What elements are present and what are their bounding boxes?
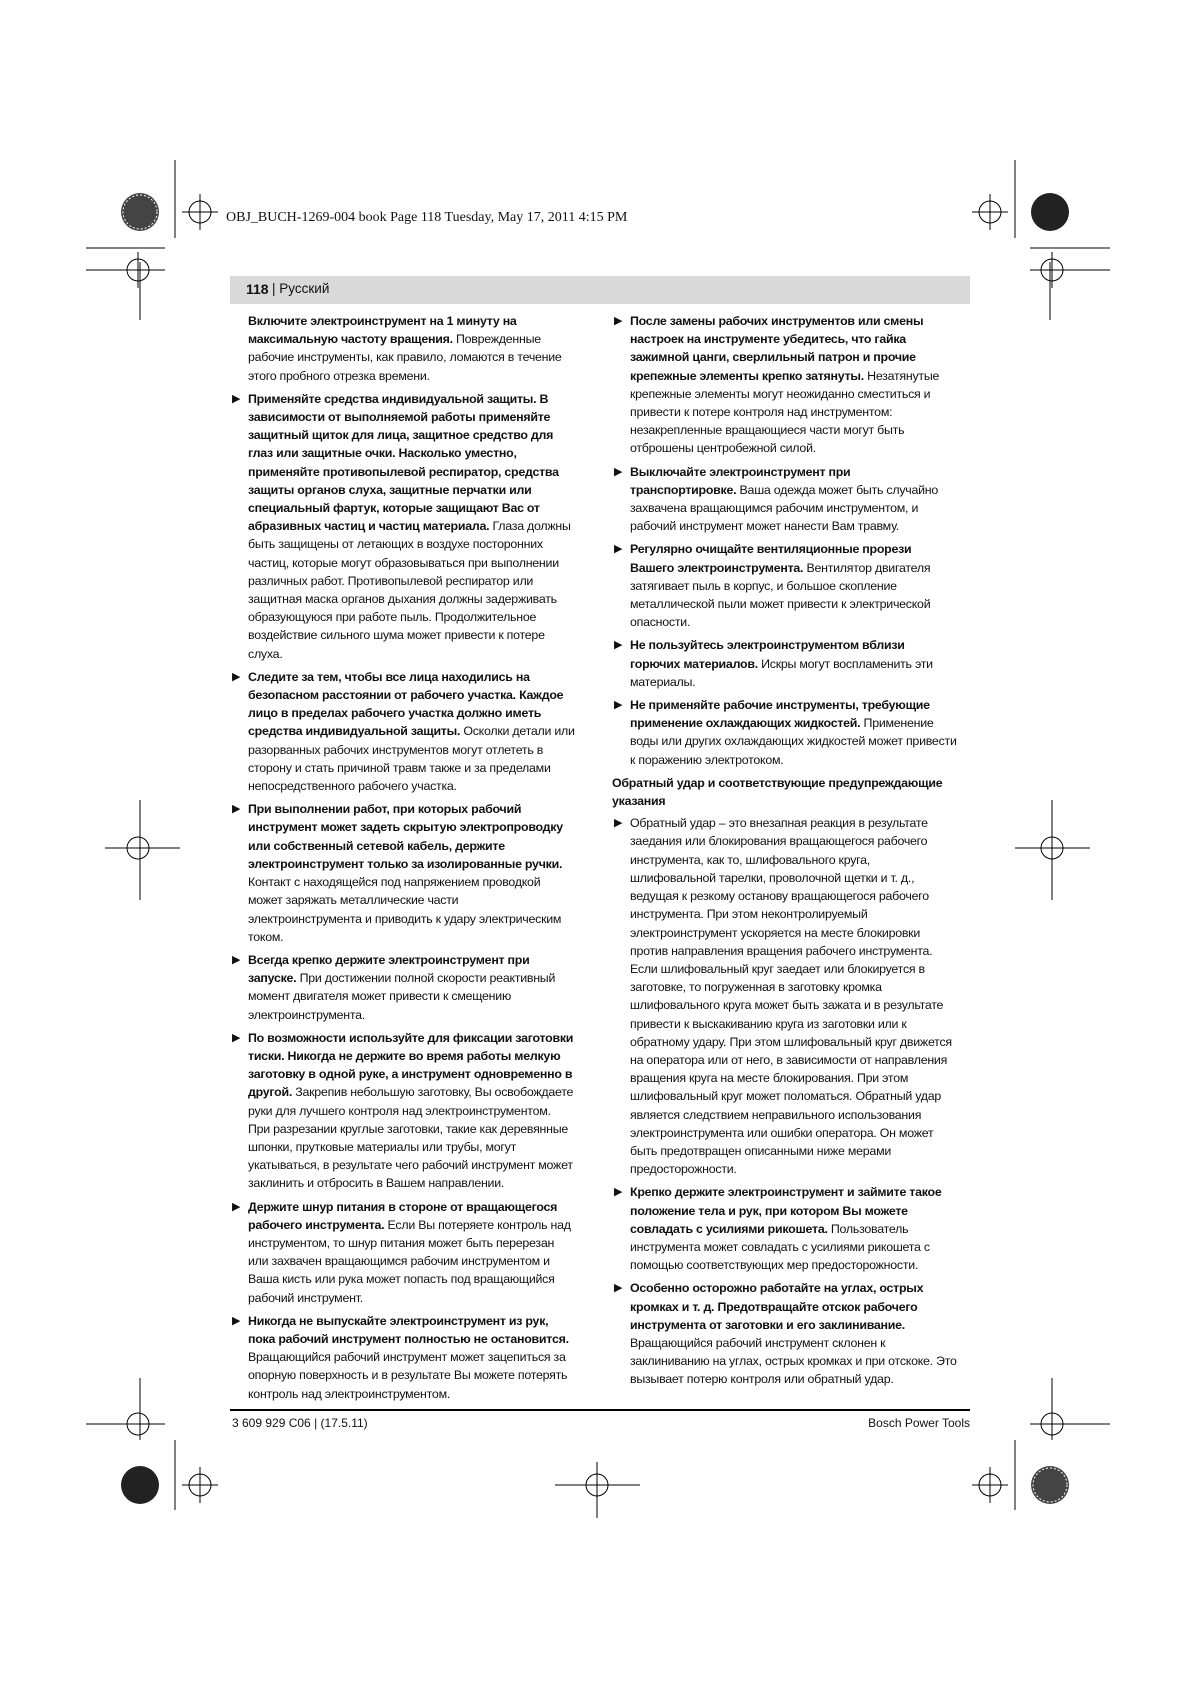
page-header-bar [230, 276, 970, 304]
footer-code: 3 609 929 C06 | (17.5.11) [232, 1416, 368, 1430]
safety-item [230, 1312, 575, 1403]
bullet-arrow-icon: ▶ [232, 1200, 241, 1213]
print-slug: OBJ_BUCH-1269-004 book Page 118 Tuesday, May 17, 2011 4:15 PM [226, 210, 628, 225]
safety-item [612, 463, 957, 536]
safety-item [612, 1183, 957, 1274]
safety-item [612, 312, 957, 458]
bullet-arrow-icon: ▶ [614, 315, 623, 327]
page-number: 118 [246, 281, 269, 297]
bullet-arrow-icon: ▶ [614, 465, 623, 478]
safety-item [230, 390, 575, 663]
safety-item-text: Поврежденные рабочие инструменты, как правило, ломаются в течение этого пробного отрезка времени. [248, 332, 562, 383]
safety-item-lead: После замены рабочих инструментов или смены настроек на инструменте убедитесь, что гайка зажимной цанги, сверлильный патрон и прочие крепежные элементы крепко затянуты. [630, 314, 924, 383]
safety-item [230, 668, 575, 795]
section-subheading: Обратный удар и соответствующие предупреждающие указания [612, 775, 943, 809]
safety-item [612, 636, 957, 691]
safety-item-text: Если Вы потеряете контроль над инструментом, то шнур питания может быть перерезан или захвачен вращающимся рабочим инструментом и Ваша кисть или рука может попасть под вращающийся рабочий инструмент. [248, 1217, 571, 1305]
safety-item-text: Закрепив небольшую заготовку, Вы освобождаете руки для лучшего контроля над электроинструментом. При разрезании круглые заготовки, такие как деревянные шпонки, прутковые материалы или трубы, могут укатываться, в результате чего рабочий инструмент может заклинить и отбросить в Вашем направлении. [248, 1085, 574, 1191]
page-language [272, 281, 329, 296]
safety-item-text: Вращающийся рабочий инструмент склонен к заклиниванию на углах, острых кромках и при отскоке. Это вызывает потерю контроля или обратный удар. [630, 1335, 957, 1387]
safety-item-text: Вращающийся рабочий инструмент может зацепиться за опорную поверхность и в результате Вы можете потерять контроль над электроинструментом. [248, 1350, 568, 1401]
safety-item [612, 814, 957, 1178]
header-separator: | [272, 281, 276, 296]
safety-item-text: Вентилятор двигателя затягивает пыль в корпус, и большое скопление металлической пыли может привести к электрической опасности. [630, 560, 931, 630]
safety-item-text: Глаза должны быть защищены от летающих в воздухе посторонних частиц, которые могут образовываться при выполнении различных работ. Противопылевой респиратор или защитная маска органов дыхания должны задерживать образующуюся при работе пыль. Продолжительное воздействие сильного шума может привести к потере слуха. [248, 519, 571, 661]
bullet-arrow-icon: ▶ [614, 543, 623, 556]
safety-item [612, 540, 957, 631]
bullet-arrow-icon: ▶ [614, 817, 623, 830]
safety-item-text: Пользователь инструмента может совладать с усилиями рикошета с помощью соответствующих мер предосторожности. [630, 1221, 930, 1273]
safety-item-lead: При выполнении работ, при которых рабочий инструмент может задеть скрытую электропроводку или собственный сетевой кабель, держите электроинструмент только за изолированные ручки. [248, 802, 563, 871]
safety-item-lead: Всегда крепко держите электроинструмент при запуске. [248, 952, 530, 986]
bullet-arrow-icon: ▶ [614, 1186, 623, 1199]
safety-item-lead: Никогда не выпускайте электроинструмент из рук, пока рабочий инструмент полностью не остановится. [248, 1313, 569, 1346]
safety-item [230, 1029, 575, 1193]
bullet-arrow-icon: ▶ [232, 803, 241, 816]
safety-item [612, 1279, 957, 1388]
left-column [230, 312, 575, 1408]
safety-item [230, 800, 575, 946]
footer-brand: Bosch Power Tools [868, 1416, 970, 1430]
footer-rule [230, 1409, 970, 1411]
safety-item [230, 1198, 575, 1307]
bullet-arrow-icon: ▶ [232, 1314, 241, 1327]
safety-item-text: Осколки детали или разорванных рабочих инструментов могут отлететь в сторону и стать причиной травм также и за пределами непосредственного рабочего участка. [248, 724, 575, 794]
safety-item-lead: Крепко держите электроинструмент и займите такое положение тела и рук, при котором Вы можете совладать с усилиями рикошета. [630, 1185, 942, 1236]
safety-item-text: Обратный удар – это внезапная реакция в результате заедания или блокирования вращающегося рабочего инструмента, как то, шлифовального круга, шлифовальной тарелки, проволочной щетки и т. д., ведущая к резкому останову вращающегося рабочего инструмента. При этом неконтролируемый электроинструмент ускоряется на месте блокировки против направления вращения рабочего инструмента. Если шлифовальный круг заедает или блокируется в заготовке, то погруженная в заготовку кромка шлифовального круга может быть зажата и в результате привести к выскакиванию круга из заготовки или к обратному удару. При этом шлифовальный круг движется на оператора или от него, в зависимости от направления вращения круга на месте блокирования. При этом шлифовальный круг может поломаться. Обратный удар является следствием неправильного использования электроинструмента или ошибки оператора. Он может быть предотвращен описанными ниже мерами предосторожности. [630, 816, 952, 1177]
bullet-arrow-icon: ▶ [232, 953, 241, 966]
safety-item-text: Искры могут воспламенить эти материалы. [630, 656, 933, 689]
safety-item-text: Ваша одежда может быть случайно захвачена вращающимся рабочим инструментом, и рабочий инструмент может нанести Вам травму. [630, 482, 939, 534]
safety-item-lead: Регулярно очищайте вентиляционные прорези Вашего электроинструмента. [630, 542, 912, 575]
safety-item-text: При достижении полной скорости реактивный момент двигателя может привести к смещению электроинструмента. [248, 971, 556, 1022]
bullet-arrow-icon: ▶ [232, 1031, 241, 1044]
bullet-arrow-icon: ▶ [614, 639, 623, 652]
bullet-arrow-icon: ▶ [614, 1282, 623, 1295]
safety-item [612, 696, 957, 769]
safety-item-text: Применение воды или других охлаждающих жидкостей может привести к поражению электротоком. [630, 716, 957, 767]
language-label: Русский [279, 281, 330, 296]
bullet-arrow-icon: ▶ [232, 670, 241, 683]
safety-item-lead: Особенно осторожно работайте на углах, острых кромках и т. д. Предотвращайте отскок рабочего инструмента от заготовки и его заклинивание. [630, 1281, 924, 1332]
safety-item-lead: Выключайте электроинструмент при транспортировке. [630, 464, 851, 497]
safety-item [230, 312, 575, 385]
safety-item-lead: Не применяйте рабочие инструменты, требующие применение охлаждающих жидкостей. [630, 698, 930, 731]
safety-item-lead: Включите электроинструмент на 1 минуту на максимальную частоту вращения. [248, 314, 517, 347]
safety-item-lead: Держите шнур питания в стороне от вращающегося рабочего инструмента. [248, 1199, 558, 1232]
safety-item [230, 951, 575, 1024]
safety-item-lead: Не пользуйтесь электроинструментом вблизи горючих материалов. [630, 638, 905, 671]
safety-item-lead: Следите за тем, чтобы все лица находились на безопасном расстоянии от рабочего участка. Каждое лицо в пределах рабочего участка должно иметь средства индивидуальной защиты. [248, 669, 564, 739]
bullet-arrow-icon: ▶ [614, 699, 623, 712]
safety-item-lead: Применяйте средства индивидуальной защиты. В зависимости от выполняемой работы применяйте защитный щиток для лица, защитное средство для глаз или защитные очки. Насколько уместно, применяйте противопылевой респиратор, средства защиты органов слуха, защитные перчатки или специальный фартук, которые защищают Вас от абразивных частиц и частиц материала. [248, 391, 559, 534]
bullet-arrow-icon: ▶ [232, 392, 241, 405]
safety-item-text: Незатянутые крепежные элементы могут неожиданно сместиться и привести к потере контроля над инструментом: незакрепленные вращающиеся части могут быть отброшены центробежной силой. [630, 368, 940, 456]
safety-item-text: Контакт с находящейся под напряжением проводкой может заряжать металлические части электроинструмента и приводить к удару электрическим током. [248, 875, 562, 944]
right-column [612, 312, 957, 1394]
safety-item-lead: По возможности используйте для фиксации заготовки тиски. Никогда не держите во время работы мелкую заготовку в одной руке, а инструмент одновременно в другой. [248, 1030, 574, 1100]
